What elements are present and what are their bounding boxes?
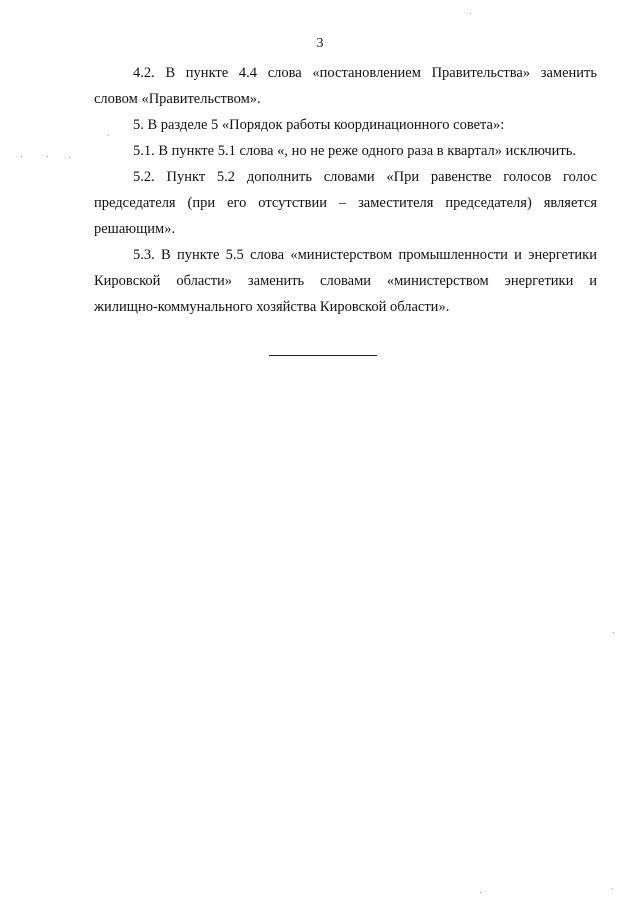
scan-speck xyxy=(69,157,70,158)
paragraph-5-2 xyxy=(94,164,597,242)
paragraph-line: словом «Правительством». xyxy=(94,91,261,107)
scan-speck xyxy=(47,156,48,157)
paragraph-line: 5. В разделе 5 «Порядок работы координационного совета»: xyxy=(133,117,505,133)
paragraph-line: Кировской области» заменить словами «министерством энергетики и xyxy=(94,273,597,289)
end-rule xyxy=(269,355,377,356)
paragraph-line: жилищно-коммунального хозяйства Кировской области». xyxy=(94,299,450,315)
page-number: 3 xyxy=(316,36,324,51)
paragraph-line: 5.1. В пункте 5.1 слова «, но не реже одного раза в квартал» исключить. xyxy=(133,143,577,159)
scan-speck xyxy=(21,156,22,157)
paragraph-4-2 xyxy=(94,60,597,112)
scan-speck xyxy=(613,632,614,633)
scan-speck xyxy=(612,888,613,889)
paragraph-line: 5.2. Пункт 5.2 дополнить словами «При равенстве голосов голос xyxy=(133,169,597,185)
paragraph-5-1 xyxy=(94,138,597,164)
paragraph-line: 4.2. В пункте 4.4 слова «постановлением Правительства» заменить xyxy=(133,65,597,81)
scan-speck xyxy=(470,13,471,14)
paragraph-line: 5.3. В пункте 5.5 слова «министерством промышленности и энергетики xyxy=(133,247,597,263)
scan-speck xyxy=(480,892,481,893)
paragraph-line: решающим». xyxy=(94,221,176,237)
paragraph-5-3 xyxy=(94,242,597,320)
paragraph-line: председателя (при его отсутствии – заместителя председателя) является xyxy=(94,195,597,211)
scan-speck xyxy=(108,135,109,136)
paragraph-5 xyxy=(94,112,597,138)
